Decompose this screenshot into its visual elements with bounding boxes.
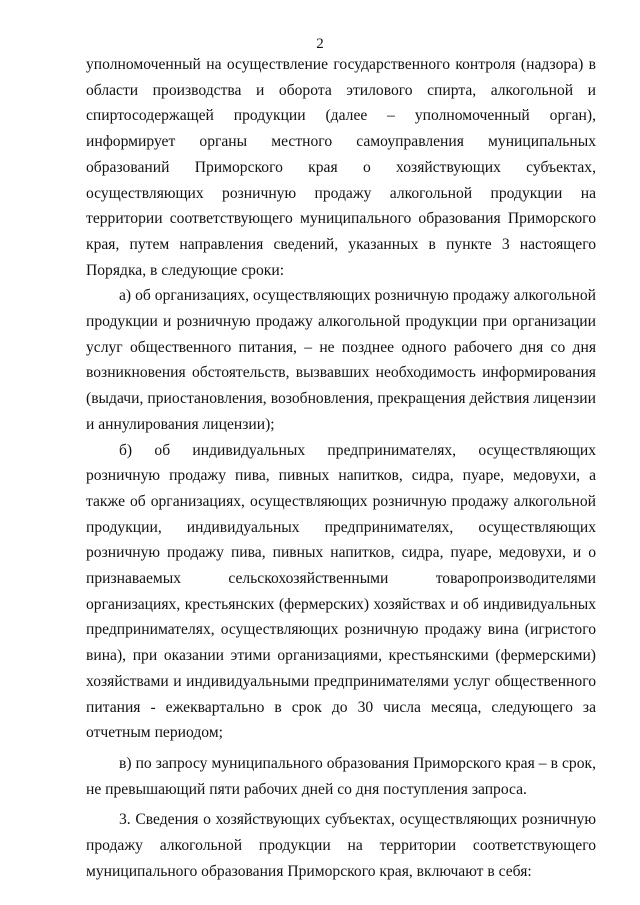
page-number: 2 <box>316 36 324 52</box>
paragraph-intro: уполномоченный на осуществление государственного контроля (надзора) в области производства и оборота этилового спирта, алкогольной и спиртосодержащей продукции (далее – уполномоченный орган), информирует органы местного самоуправления муниципальных образований Приморского края о хозяйствующих субъектах, осуществляющих розничную продажу алкогольной продукции на территории соответствующего муниципального образования Приморского края, путем направления сведений, указанных в пункте 3 настоящего Порядка, в следующие сроки: <box>86 56 596 279</box>
paragraph-item-b: б) об индивидуальных предпринимателях, осуществляющих розничную продажу пива, пивных напитков, сидра, пуаре, медовухи, а также об организациях, осуществляющих розничную продажу алкогольной продукции, индивидуальных предпринимателях, осуществляющих розничную продажу пива, пивных напитков, сидра, пуаре, медовухи, и о признаваемых сельскохозяйственными товаропроизводителями организациях, крестьянских (фермерских) хозяйствах и об индивидуальных предпринимателях, осуществляющих розничную продажу вина (игристого вина), при оказании этими организациями, крестьянскими (фермерскими) хозяйствами и индивидуальными предпринимателями услуг общественного питания - ежеквартально в срок до 30 числа месяца, следующего за отчетным периодом; <box>86 441 596 742</box>
paragraph-item-v: в) по запросу муниципального образования Приморского края – в срок, не превышающий пяти рабочих дней со дня поступления запроса. <box>86 754 596 798</box>
paragraph-section-3: 3. Сведения о хозяйствующих субъектах, осуществляющих розничную продажу алкогольной продукции на территории соответствующего муниципального образования Приморского края, включают в себя: <box>86 811 596 880</box>
paragraph-item-a: а) об организациях, осуществляющих розничную продажу алкогольной продукции и розничную продажу алкогольной продукции при организации услуг общественного питания, – не позднее одного рабочего дня со дня возникновения обстоятельств, вызвавших необходимость информирования (выдачи, приостановления, возобновления, прекращения действия лицензии и аннулирования лицензии); <box>86 287 596 433</box>
document-body <box>86 52 596 885</box>
